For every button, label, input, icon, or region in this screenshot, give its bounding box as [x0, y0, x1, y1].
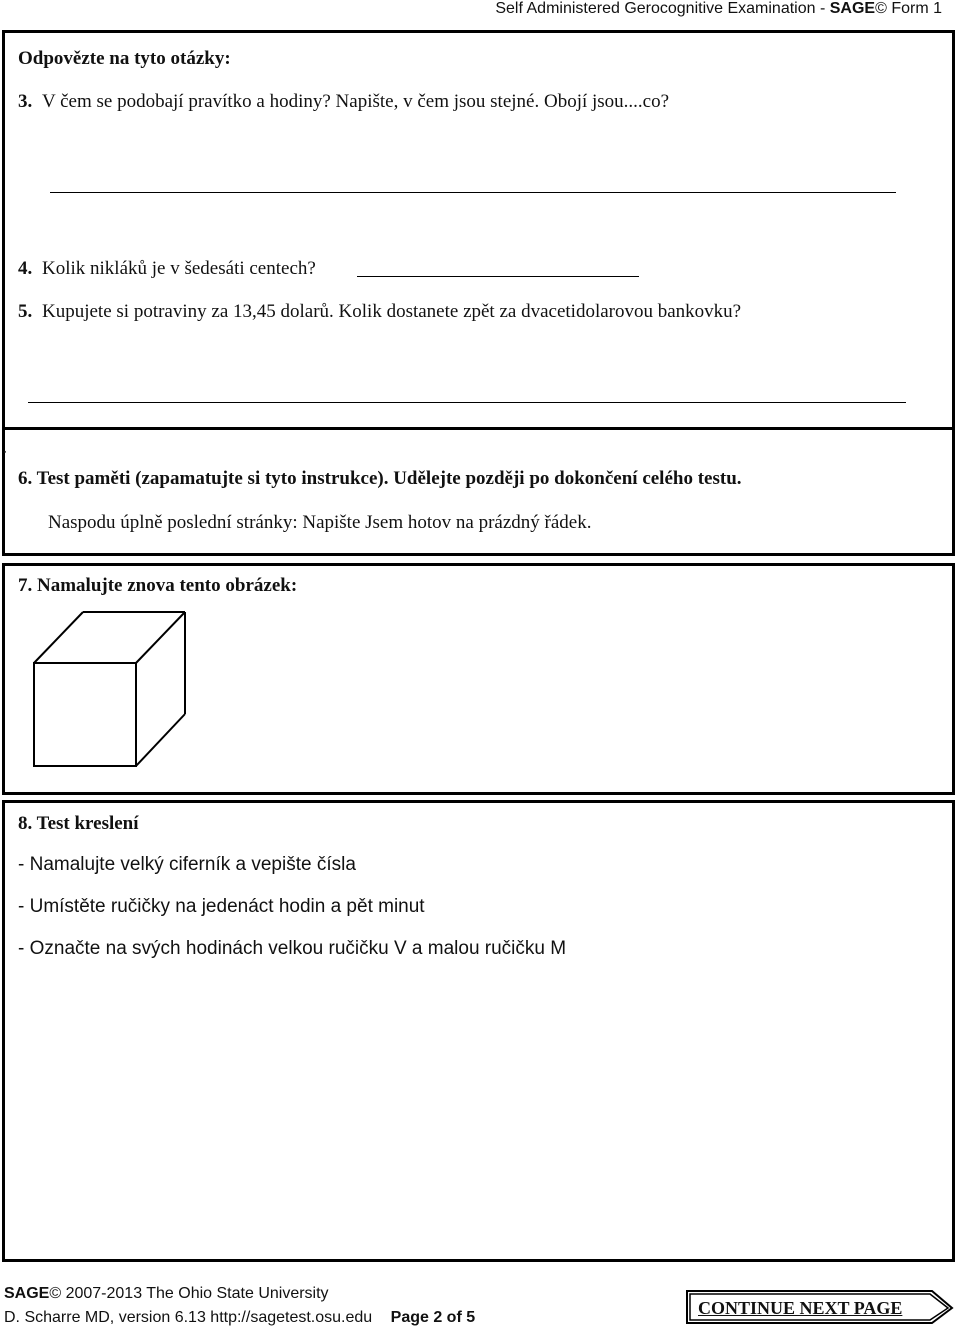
- form-header: [495, 0, 942, 18]
- q4-text: Kolik nikláků je v šedesáti centech?: [42, 258, 316, 279]
- stray-dot: .: [3, 442, 7, 457]
- q6-text: 6. Test paměti (zapamatujte si tyto instrukce). Udělejte později po dokončení celého testu.: [18, 468, 742, 489]
- header-title-sage: SAGE: [829, 0, 876, 17]
- header-title-prefix: Self Administered Gerocognitive Examination -: [495, 0, 830, 17]
- q8-item-2: - Umístěte ručičky na jedenáct hodin a pět minut: [18, 896, 425, 917]
- section-heading: Odpovězte na tyto otázky:: [18, 48, 231, 69]
- q7-text: 7. Namalujte znova tento obrázek:: [18, 575, 298, 596]
- footer-author: [4, 1309, 475, 1327]
- q5-answer-line[interactable]: [28, 402, 906, 403]
- cube-edge: [136, 612, 185, 663]
- q3-text: V čem se podobají pravítko a hodiny? Napište, v čem jsou stejné. Obojí jsou....co?: [42, 91, 670, 112]
- q5-text: Kupujete si potraviny za 13,45 dolarů. Kolik dostanete zpět za dvacetidolarovou bankovku?: [42, 301, 742, 322]
- q3-number: 3.: [18, 91, 33, 112]
- questions-box: [2, 30, 955, 430]
- footer-copyright: [4, 1285, 329, 1303]
- cube-figure: [30, 608, 190, 770]
- cube-edge: [34, 612, 83, 663]
- q6-subtext: Naspodu úplně poslední stránky: Napište Jsem hotov na prázdný řádek.: [48, 512, 592, 533]
- footer-author-text: D. Scharre MD, version 6.13 http://sagetest.osu.edu: [4, 1309, 373, 1326]
- cube-front-face: [34, 663, 136, 766]
- q3-answer-line[interactable]: [50, 192, 896, 193]
- memory-box: [2, 430, 955, 556]
- q8-item-3: - Označte na svých hodinách velkou ručičku V a malou ručičku M: [18, 938, 567, 959]
- q8-text: 8. Test kreslení: [18, 813, 139, 834]
- q5-number: 5.: [18, 301, 33, 322]
- q4-number: 4.: [18, 258, 33, 279]
- header-title-suffix: © Form 1: [875, 0, 942, 17]
- footer-copyright-text: © 2007-2013 The Ohio State University: [49, 1285, 329, 1302]
- q8-item-1: - Namalujte velký ciferník a vepište čísla: [18, 854, 356, 875]
- continue-next-page-button[interactable]: [686, 1288, 954, 1326]
- page-indicator: Page 2 of 5: [390, 1309, 476, 1326]
- footer-sage: SAGE: [4, 1285, 50, 1302]
- q4-answer-line[interactable]: [357, 276, 639, 277]
- cube-edge: [136, 714, 185, 766]
- continue-label: CONTINUE NEXT PAGE: [698, 1298, 903, 1318]
